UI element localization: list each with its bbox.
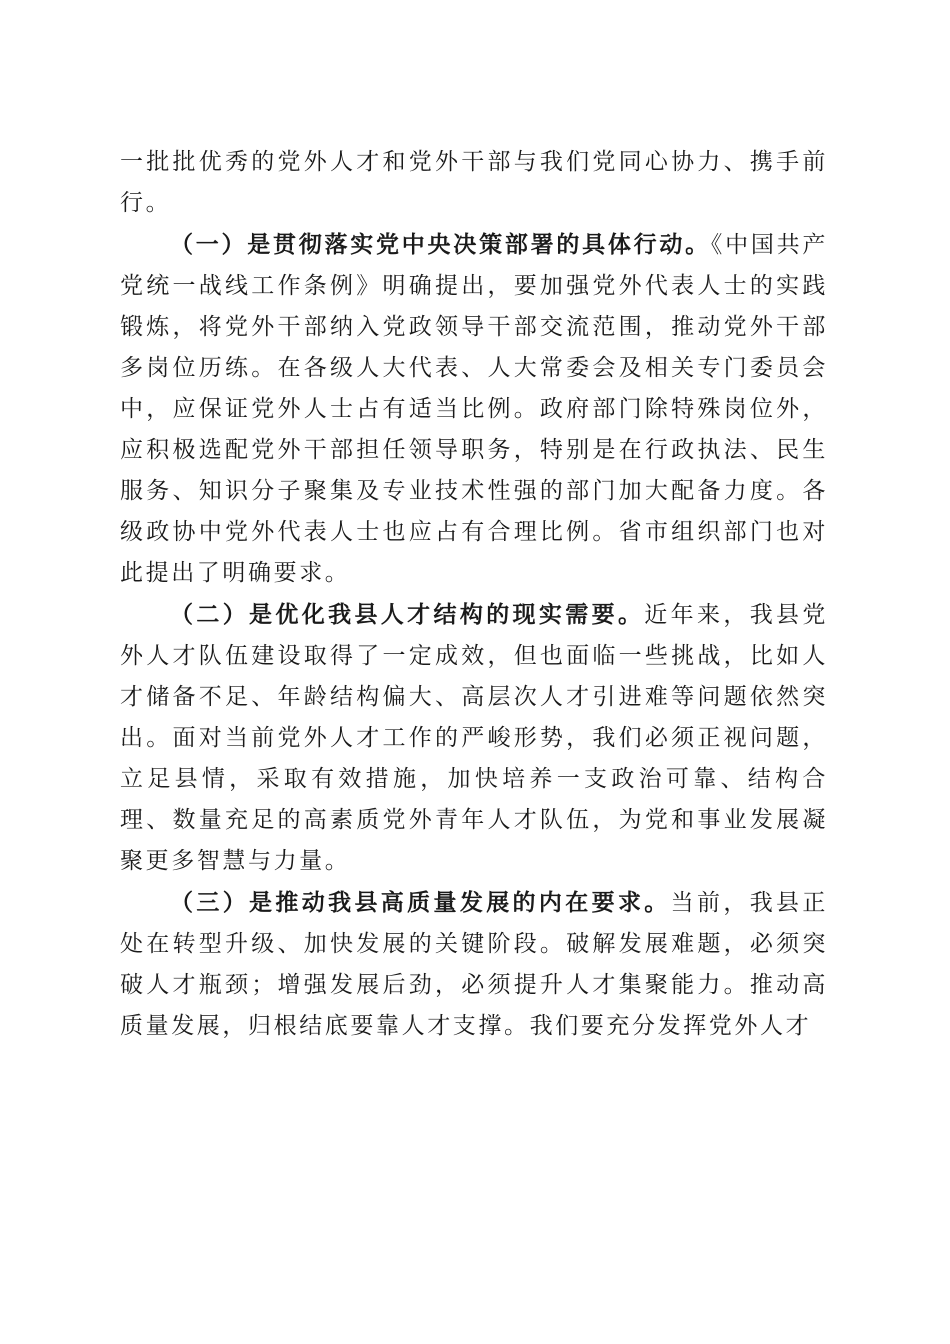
section-1-text: 《中国共产党统一战线工作条例》明确提出，要加强党外代表人士的实践锻炼，将党外干部纳入党政领导干部交流范围，推动党外干部多岗位历练。在各级人大代表、人大常委会及相关专门委员会中，应保证党外人士占有适当比例。政府部门除特殊岗位外，应积极选配党外干部担任领导职务，特别是在行政执法、民生服务、知识分子聚集及专业技术性强的部门加大配备力度。各级政协中党外代表人士也应占有合理比例。省市组织部门也对此提出了明确要求。 xyxy=(120,232,828,586)
paragraph-section-2 xyxy=(120,594,828,882)
section-3-heading: （三）是推动我县高质量发展的内在要求。 xyxy=(170,889,671,916)
paragraph-section-3 xyxy=(120,882,828,1047)
paragraph-continuation xyxy=(120,142,828,224)
paragraph-section-1 xyxy=(120,224,828,594)
document-body xyxy=(120,142,828,1047)
paragraph-continuation-text: 一批批优秀的党外人才和党外干部与我们党同心协力、携手前行。 xyxy=(120,149,828,216)
section-2-heading: （二）是优化我县人才结构的现实需要。 xyxy=(170,601,645,628)
section-1-heading: （一）是贯彻落实党中央决策部署的具体行动。 xyxy=(170,231,711,258)
section-2-text: 近年来，我县党外人才队伍建设取得了一定成效，但也面临一些挑战，比如人才储备不足、年龄结构偏大、高层次人才引进难等问题依然突出。面对当前党外人才工作的严峻形势，我们必须正视问题，立足县情，采取有效措施，加快培养一支政治可靠、结构合理、数量充足的高素质党外青年人才队伍，为党和事业发展凝聚更多智慧与力量。 xyxy=(120,602,828,874)
section-3-text: 当前，我县正处在转型升级、加快发展的关键阶段。破解发展难题，必须突破人才瓶颈；增强发展后劲，必须提升人才集聚能力。推动高质量发展，归根结底要靠人才支撑。我们要充分发挥党外人才 xyxy=(120,890,828,1039)
